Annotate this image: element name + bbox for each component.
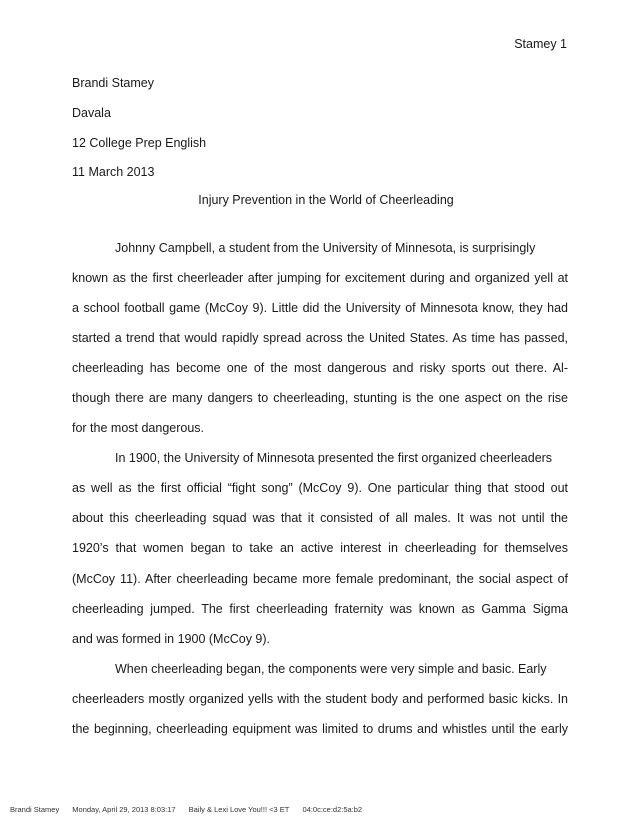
body-line: started a trend that would rapidly spread across the United States. As time has passed,: [72, 331, 568, 346]
document-date: 11 March 2013: [72, 165, 155, 180]
author-name: Brandi Stamey: [72, 76, 154, 90]
body-line: Johnny Campbell, a student from the University of Minnesota, is surprisingly: [115, 241, 536, 255]
body-line: cheerleading jumped. The first cheerleading fraternity was known as Gamma Sigma: [72, 601, 568, 616]
instructor-name: Davala: [72, 105, 111, 120]
footer-code: 04:0c:ce:d2:5a:b2: [302, 805, 363, 814]
mla-heading: [72, 69, 206, 188]
body-line: a school football game (McCoy 9). Little did the University of Minnesota know, they had: [72, 301, 568, 316]
page-header-number: Stamey 1: [514, 37, 567, 51]
body-line: cheerleaders mostly organized yells with the student body and performed basic kicks. In: [72, 691, 568, 706]
body-line: and was formed in 1900 (McCoy 9).: [72, 631, 271, 646]
body-line: (McCoy 11). After cheerleading became more female predominant, the social aspect of: [72, 571, 568, 586]
body-line: cheerleading has become one of the most dangerous and risky sports out there. Al-: [72, 361, 568, 376]
footer-timestamp: Monday, April 29, 2013 8:03:17: [72, 805, 176, 814]
footer-name: Brandi Stamey: [10, 805, 60, 814]
print-footer: [10, 805, 373, 814]
essay-body: [72, 233, 568, 744]
course-name: 12 College Prep English: [72, 135, 207, 150]
body-line: for the most dangerous.: [72, 421, 205, 436]
body-line: In 1900, the University of Minnesota presented the first organized cheerleaders: [115, 451, 553, 466]
body-line: about this cheerleading squad was that it consisted of all males. It was not until the: [72, 511, 568, 526]
footer-note: Baily & Lexi Love You!!! <3 ET: [188, 805, 290, 814]
body-line: When cheerleading began, the components were very simple and basic. Early: [115, 661, 547, 676]
essay-title: Injury Prevention in the World of Cheerleading: [198, 193, 454, 207]
body-line: 1920’s that women began to take an active interest in cheerleading for themselves: [72, 541, 568, 556]
body-line: the beginning, cheerleading equipment was limited to drums and whistles until the early: [72, 721, 568, 736]
body-line: though there are many dangers to cheerleading, stunting is the one aspect on the rise: [72, 391, 568, 406]
body-line: as well as the first official “fight song” (McCoy 9). One particular thing that stood out: [72, 481, 568, 496]
body-line: known as the first cheerleader after jumping for excitement during and organized yell at: [72, 271, 568, 286]
